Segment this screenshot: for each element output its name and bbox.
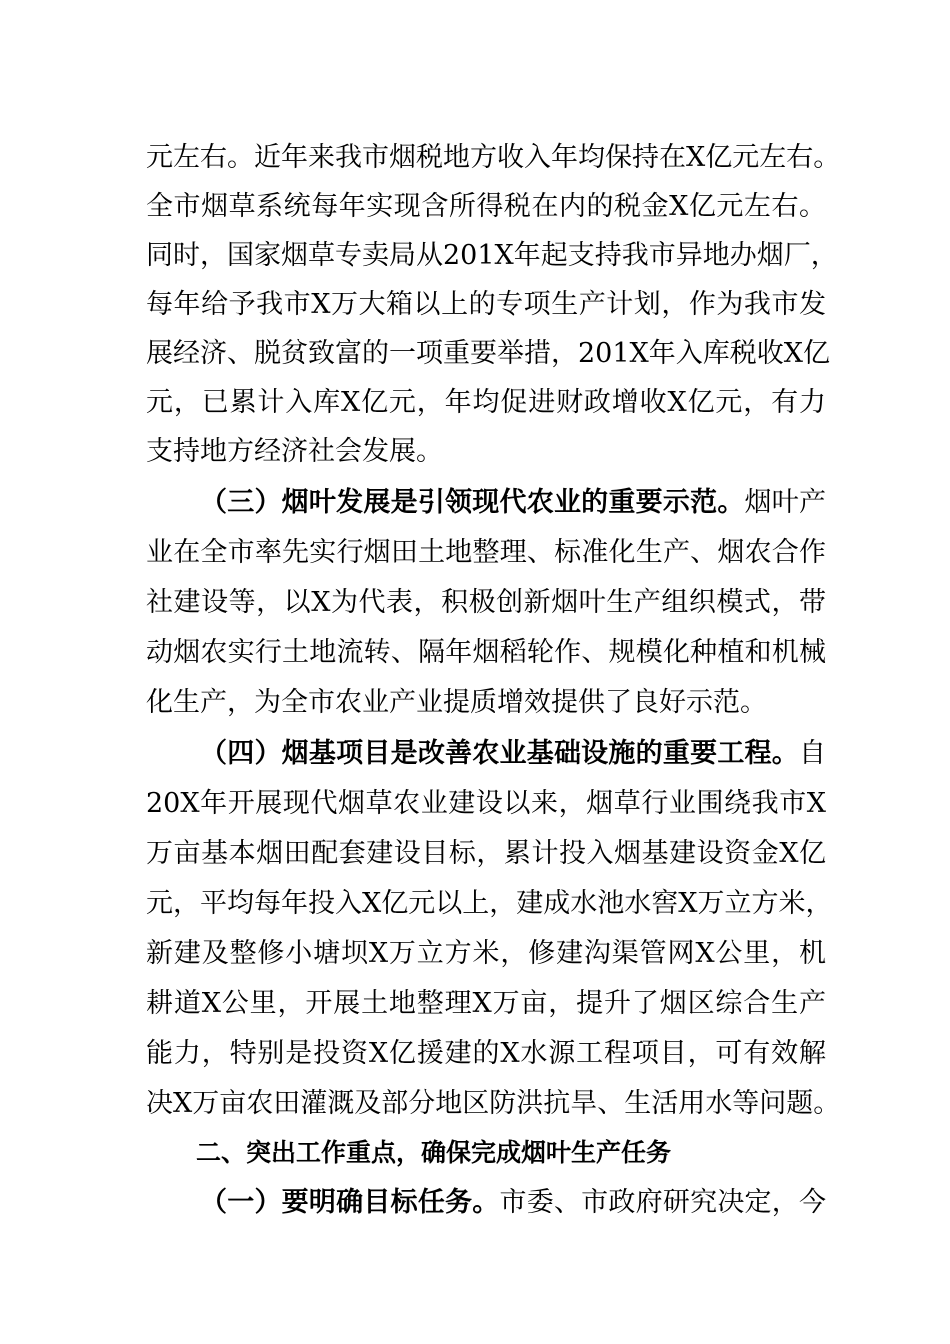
paragraph-line: 万亩基本烟田配套建设目标，累计投入烟基建设资金X亿 — [146, 838, 826, 869]
paragraph-line: 每年给予我市X万大箱以上的专项生产计划，作为我市发 — [146, 289, 826, 320]
part-2-heading: 二、突出工作重点，确保完成烟叶生产任务 — [196, 1138, 672, 1167]
paragraph-line: 耕道X公里，开展土地整理X万亩，提升了烟区综合生产 — [146, 988, 826, 1019]
paragraph-line: 化生产，为全市农业产业提质增效提供了良好示范。 — [146, 687, 767, 718]
paragraph-line: 支持地方经济社会发展。 — [146, 436, 443, 467]
paragraph-line: 能力，特别是投资X亿援建的X水源工程项目，可有效解 — [146, 1038, 826, 1069]
section-4-first-line — [200, 734, 826, 774]
paragraph-line: 元，已累计入库X亿元，年均促进财政增收X亿元，有力 — [146, 387, 826, 418]
section-4-heading: （四）烟基项目是改善农业基础设施的重要工程。 — [200, 738, 799, 769]
paragraph-line: 业在全市率先实行烟田土地整理、标准化生产、烟农合作 — [146, 537, 826, 568]
section-1-lead-text: 市委、市政府研究决定，今 — [499, 1187, 826, 1218]
paragraph-line: 社建设等，以X为代表，积极创新烟叶生产组织模式，带 — [146, 587, 826, 618]
paragraph-line: 动烟农实行土地流转、隔年烟稻轮作、规模化种植和机械 — [146, 637, 826, 668]
paragraph-line: 同时，国家烟草专卖局从201X年起支持我市异地办烟厂， — [146, 240, 838, 271]
paragraph-line: 元左右。近年来我市烟税地方收入年均保持在X亿元左右。 — [146, 142, 841, 173]
section-4-lead-text: 自 — [799, 738, 826, 769]
paragraph-line: 全市烟草系统每年实现含所得税在内的税金X亿元左右。 — [146, 191, 826, 222]
paragraph-line: 决X万亩农田灌溉及部分地区防洪抗旱、生活用水等问题。 — [146, 1088, 841, 1119]
paragraph-line: 20X年开展现代烟草农业建设以来，烟草行业围绕我市X — [146, 788, 826, 819]
section-3-heading: （三）烟叶发展是引领现代农业的重要示范。 — [200, 487, 745, 518]
paragraph-line: 展经济、脱贫致富的一项重要举措，201X年入库税收X亿 — [146, 338, 830, 369]
section-1-heading: （一）要明确目标任务。 — [200, 1187, 500, 1218]
paragraph-line: 新建及整修小塘坝X万立方米，修建沟渠管网X公里，机 — [146, 938, 826, 969]
section-3-lead-text: 烟叶产 — [744, 487, 827, 518]
paragraph-line: 元，平均每年投入X亿元以上，建成水池水窖X万立方米， — [146, 888, 833, 919]
section-3-first-line — [200, 483, 826, 523]
section-1-first-line — [200, 1183, 826, 1223]
